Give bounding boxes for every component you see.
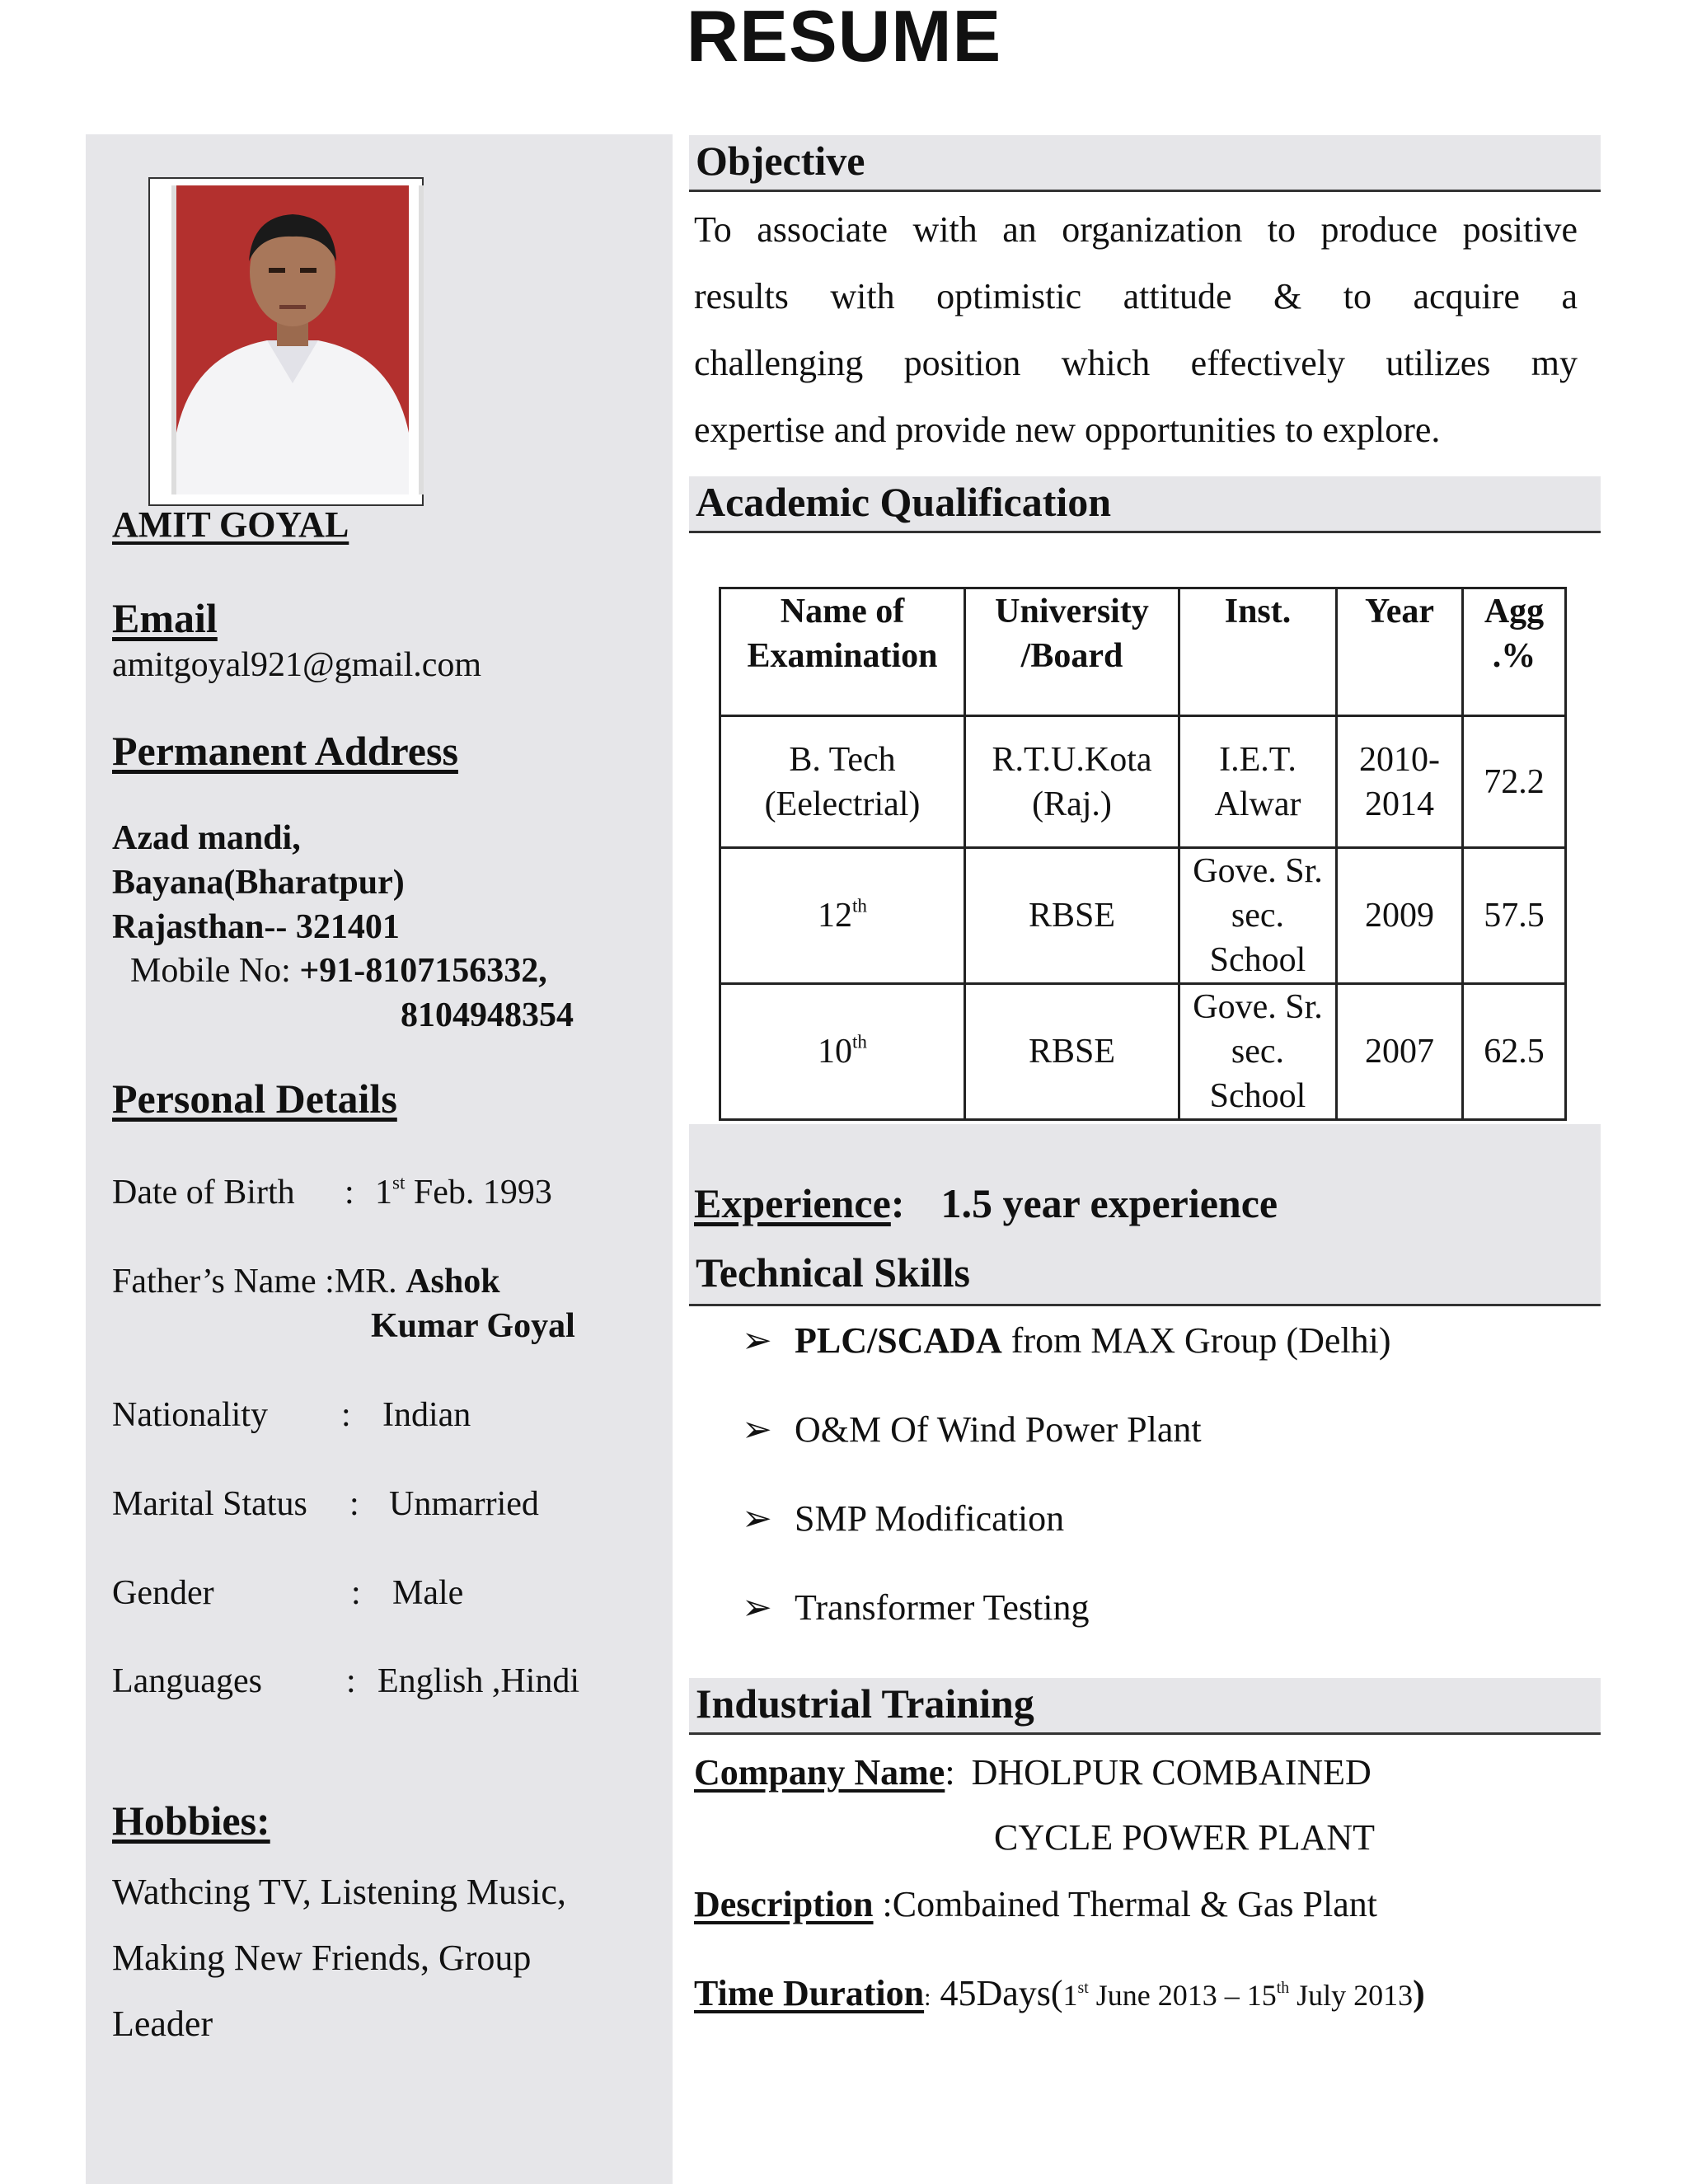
technical-skills-heading: Technical Skills — [696, 1249, 970, 1296]
year-cell: 2007 — [1337, 984, 1463, 1120]
table-header-row — [720, 588, 1566, 716]
description-line — [694, 1881, 1377, 1929]
agg-cell: 62.5 — [1463, 984, 1566, 1120]
page-title: RESUME — [686, 0, 1002, 77]
table-row — [720, 848, 1566, 984]
objective-line: expertise and provide new opportunities to explore. — [694, 410, 1441, 450]
company-name: DHOLPUR COMBAINED — [971, 1752, 1372, 1793]
skill-item: ➢ SMP Modification — [742, 1494, 1064, 1544]
experience-line — [694, 1177, 1278, 1230]
mobile-line — [130, 949, 547, 993]
mobile-number-2: 8104948354 — [401, 996, 574, 1034]
gender-value: Male — [392, 1574, 464, 1612]
exam-cell: 10th — [720, 984, 965, 1120]
father-name-first: Ashok — [406, 1263, 500, 1301]
board-cell: R.T.U.Kota (Raj.) — [965, 716, 1179, 848]
languages-value: English ,Hindi — [377, 1662, 580, 1700]
father-name-rest: Kumar Goyal — [371, 1307, 575, 1345]
academic-heading: Academic Qualification — [696, 479, 1112, 525]
nationality-value: Indian — [382, 1396, 471, 1434]
description-label: Description — [694, 1884, 874, 1924]
company-name-cont: CYCLE POWER PLANT — [994, 1817, 1375, 1858]
dob-day: 1 — [375, 1174, 392, 1212]
candidate-name: AMIT GOYAL — [112, 504, 349, 545]
duration-dates: 1st June 2013 – 15th July 2013 — [1062, 1979, 1414, 2012]
profile-photo — [171, 185, 424, 494]
description-value: :Combained Thermal & Gas Plant — [873, 1884, 1377, 1924]
dob-month-year: Feb. 1993 — [405, 1174, 552, 1212]
academic-table — [719, 587, 1567, 1121]
nationality-label: Nationality — [112, 1396, 268, 1434]
address-line: Rajasthan-- 321401 — [112, 908, 400, 946]
marital-label: Marital Status — [112, 1485, 307, 1523]
mobile-label: Mobile No: — [130, 952, 300, 990]
duration-label: Time Duration — [694, 1973, 925, 2013]
duration-days: 45Days( — [931, 1973, 1063, 2013]
gender-separator: : — [351, 1574, 361, 1612]
company-label: Company Name — [694, 1752, 945, 1793]
languages-separator: : — [346, 1662, 356, 1700]
column-header: University /Board — [965, 588, 1179, 716]
board-cell: RBSE — [965, 984, 1179, 1120]
objective-line: challenging position which effectively utilizes my — [694, 343, 1578, 383]
column-header: Agg .% — [1463, 588, 1566, 716]
experience-label: Experience — [694, 1180, 891, 1226]
column-header: Name of Examination — [720, 588, 965, 716]
objective-line: results with optimistic attitude & to acquire a — [694, 276, 1578, 316]
dob-separator: : — [345, 1174, 354, 1212]
father-name-line — [112, 1259, 500, 1304]
duration-line: Time Duration: 45Days(1st June 2013 – 15th July 2013) — [694, 1973, 1425, 2013]
email-heading: Email — [112, 595, 218, 641]
training-section-bar — [689, 1678, 1601, 1735]
objective-heading: Objective — [696, 138, 865, 184]
agg-cell: 72.2 — [1463, 716, 1566, 848]
email-value: amitgoyal921@gmail.com — [112, 646, 482, 684]
mobile-number-1: +91-8107156332, — [299, 952, 547, 990]
column-header: Year — [1337, 588, 1463, 716]
objective-line: To associate with an organization to produce positive — [694, 209, 1578, 250]
year-cell: 2010- 2014 — [1337, 716, 1463, 848]
experience-value: 1.5 year experience — [940, 1180, 1278, 1226]
training-heading: Industrial Training — [696, 1680, 1034, 1727]
hobbies-line: Wathcing TV, Listening Music, — [112, 1872, 566, 1912]
personal-details-heading: Personal Details — [112, 1076, 397, 1122]
hobbies-line: Leader — [112, 2004, 213, 2044]
inst-cell: I.E.T. Alwar — [1179, 716, 1337, 848]
agg-cell: 57.5 — [1463, 848, 1566, 984]
exam-cell: 12th — [720, 848, 965, 984]
marital-value: Unmarried — [389, 1485, 539, 1523]
table-row — [720, 984, 1566, 1120]
objective-section-bar — [689, 135, 1601, 192]
hobbies-heading: Hobbies: — [112, 1797, 270, 1844]
arrow-bullet-icon: ➢ — [742, 1320, 772, 1361]
company-line — [694, 1749, 1372, 1797]
skill-item: ➢ PLC/SCADA from MAX Group (Delhi) — [742, 1316, 1391, 1366]
dob-label: Date of Birth — [112, 1174, 295, 1212]
address-heading: Permanent Address — [112, 728, 458, 774]
inst-cell: Gove. Sr. sec. School — [1179, 848, 1337, 984]
languages-label: Languages — [112, 1662, 262, 1700]
exam-cell: B. Tech (Eelectrial) — [720, 716, 965, 848]
skill-item: ➢ O&M Of Wind Power Plant — [742, 1405, 1202, 1455]
address-line: Bayana(Bharatpur) — [112, 864, 405, 902]
duration-separator: : — [924, 1984, 931, 2011]
experience-colon: : — [890, 1180, 905, 1226]
arrow-bullet-icon: ➢ — [742, 1498, 772, 1539]
dob-value — [375, 1170, 552, 1215]
dob-suffix: st — [392, 1171, 406, 1193]
company-separator: : — [945, 1752, 955, 1793]
marital-separator: : — [349, 1485, 359, 1523]
arrow-bullet-icon: ➢ — [742, 1587, 772, 1628]
year-cell: 2009 — [1337, 848, 1463, 984]
inst-cell: Gove. Sr. sec. School — [1179, 984, 1337, 1120]
father-label: Father’s Name :MR. — [112, 1263, 406, 1301]
arrow-bullet-icon: ➢ — [742, 1409, 772, 1450]
skill-item: ➢ Transformer Testing — [742, 1583, 1089, 1633]
gender-label: Gender — [112, 1574, 214, 1612]
column-header: Inst. — [1179, 588, 1337, 716]
table-row — [720, 716, 1566, 848]
address-line: Azad mandi, — [112, 819, 301, 857]
academic-section-bar — [689, 476, 1601, 533]
nationality-separator: : — [341, 1396, 351, 1434]
hobbies-line: Making New Friends, Group — [112, 1938, 532, 1978]
board-cell: RBSE — [965, 848, 1179, 984]
